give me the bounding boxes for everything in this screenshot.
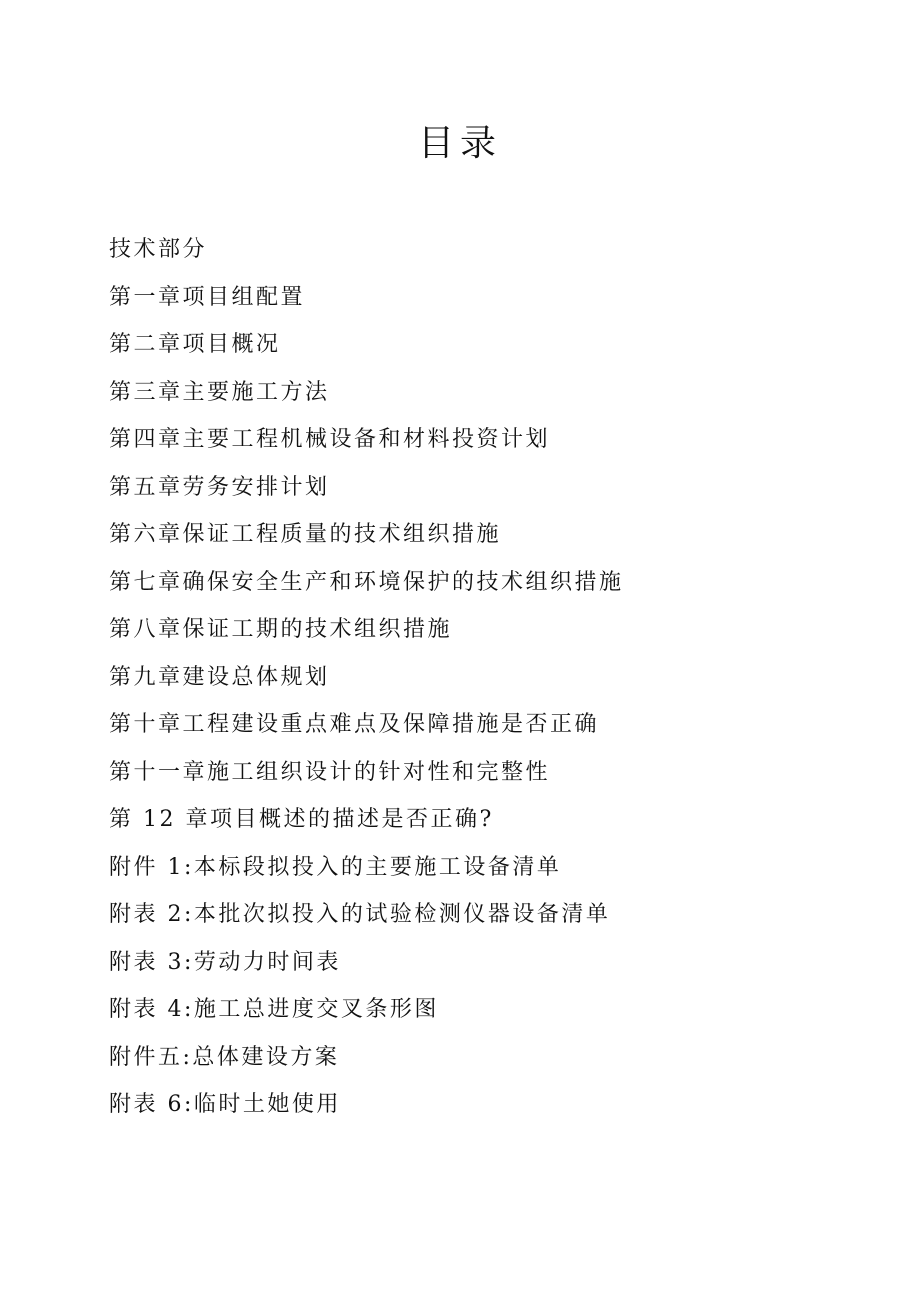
page-title: 目录 [417, 123, 502, 164]
toc-entry: 附表 4:施工总进度交叉条形图 [109, 997, 439, 1022]
toc-entry: 第十章工程建设重点难点及保障措施是否正确 [109, 712, 600, 737]
toc-entry: 附表 2:本批次拟投入的试验检测仪器设备清单 [109, 902, 611, 927]
toc-entry: 第五章劳务安排计划 [109, 474, 330, 500]
toc-entry: 第三章主要施工方法 [109, 379, 330, 405]
table-of-contents [109, 226, 624, 1129]
toc-entry: 第九章建设总体规划 [109, 664, 330, 690]
toc-entry: 附件 1:本标段拟投入的主要施工设备清单 [109, 854, 562, 880]
toc-entry: 第七章确保安全生产和环境保护的技术组织措施 [109, 569, 624, 595]
toc-entry: 第八章保证工期的技术组织措施 [109, 617, 453, 642]
toc-entry: 附件五:总体建设方案 [109, 1044, 340, 1070]
toc-entry: 第一章项目组配置 [109, 284, 306, 310]
toc-entry: 附表 6:临时土她使用 [109, 1092, 341, 1117]
toc-entry: 技术部分 [109, 237, 208, 262]
toc-entry: 第四章主要工程机械设备和材料投资计划 [109, 427, 551, 452]
toc-entry: 附表 3:劳动力时间表 [109, 949, 341, 975]
toc-entry: 第 12 章项目概述的描述是否正确? [109, 807, 494, 832]
toc-entry: 第十一章施工组织设计的针对性和完整性 [109, 759, 551, 785]
toc-entry: 第二章项目概况 [109, 332, 281, 357]
toc-entry: 第六章保证工程质量的技术组织措施 [109, 522, 502, 547]
